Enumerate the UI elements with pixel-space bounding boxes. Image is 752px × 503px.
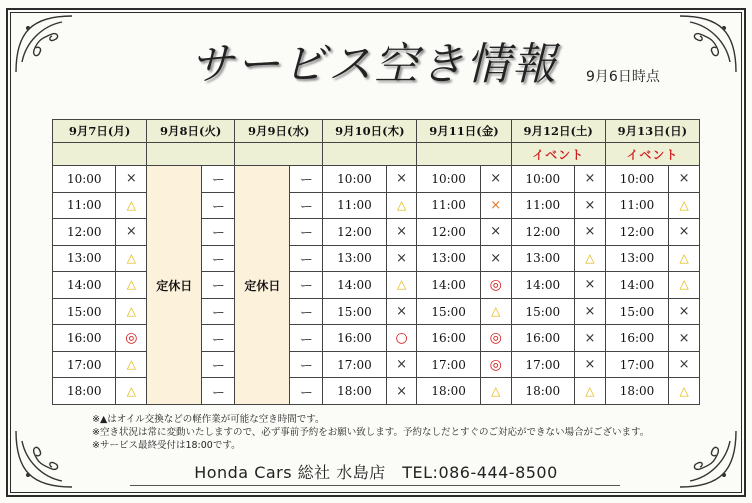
availability-symbol: × xyxy=(396,250,407,266)
availability-symbol: × xyxy=(678,357,690,373)
availability-mark xyxy=(386,298,417,325)
date-header-row xyxy=(53,120,700,143)
availability-symbol: △ xyxy=(396,277,407,292)
availability-symbol: ー xyxy=(299,199,313,215)
event-header xyxy=(511,143,605,166)
availability-mark xyxy=(386,192,417,219)
time-slot: 14:00 xyxy=(323,272,386,299)
notes xyxy=(92,413,649,452)
availability-symbol: △ xyxy=(491,383,501,398)
closed-day-label: 定休日 xyxy=(147,166,202,405)
time-slot: 17:00 xyxy=(511,351,574,378)
availability-symbol: ー xyxy=(299,385,313,401)
availability-mark xyxy=(290,325,323,352)
availability-symbol: × xyxy=(584,277,596,293)
time-slot: 12:00 xyxy=(605,219,668,246)
availability-mark xyxy=(290,378,323,405)
time-slot: 13:00 xyxy=(605,245,668,272)
availability-mark xyxy=(575,325,606,352)
availability-mark xyxy=(669,192,700,219)
availability-symbol: ○ xyxy=(395,330,408,347)
availability-mark xyxy=(669,325,700,352)
availability-symbol: △ xyxy=(679,250,689,265)
availability-mark xyxy=(669,245,700,272)
availability-mark xyxy=(290,245,323,272)
availability-mark xyxy=(575,219,606,246)
time-slot: 13:00 xyxy=(323,245,386,272)
availability-symbol: ー xyxy=(211,279,225,295)
time-slot: 14:00 xyxy=(511,272,574,299)
time-slot: 15:00 xyxy=(53,298,116,325)
event-header xyxy=(147,143,235,166)
availability-symbol: ー xyxy=(299,279,313,295)
availability-mark xyxy=(575,272,606,299)
availability-symbol: ー xyxy=(211,226,225,242)
footer-divider xyxy=(130,485,620,486)
time-slot: 10:00 xyxy=(53,166,116,193)
availability-symbol: △ xyxy=(126,357,136,372)
availability-mark xyxy=(575,166,606,193)
availability-mark xyxy=(116,219,147,246)
availability-symbol: × xyxy=(678,224,690,240)
date-header: 9月11日(金) xyxy=(417,120,511,143)
time-slot: 11:00 xyxy=(511,192,574,219)
availability-mark xyxy=(202,272,235,299)
availability-mark xyxy=(575,351,606,378)
time-slot: 17:00 xyxy=(417,351,480,378)
availability-mark xyxy=(480,351,511,378)
note-line: ※サービス最終受付は18:00です。 xyxy=(92,440,241,451)
time-slot: 14:00 xyxy=(417,272,480,299)
note-line: ※空き状況は常に変動いたしますので、必ず事前予約をお願い致します。予約なしだとすぐのご対応ができない場合がございます。 xyxy=(92,427,650,438)
availability-symbol: ◎ xyxy=(489,276,502,293)
availability-mark xyxy=(480,219,511,246)
availability-mark xyxy=(202,325,235,352)
availability-mark xyxy=(116,325,147,352)
page-title: サービス空き情報 xyxy=(190,39,558,90)
availability-symbol: △ xyxy=(126,250,136,265)
time-slot: 16:00 xyxy=(605,325,668,352)
availability-mark xyxy=(669,166,700,193)
availability-mark xyxy=(116,351,147,378)
date-header: 9月9日(水) xyxy=(235,120,323,143)
time-slot: 17:00 xyxy=(53,351,116,378)
availability-mark xyxy=(202,219,235,246)
availability-mark xyxy=(290,272,323,299)
availability-symbol: △ xyxy=(126,277,136,292)
availability-mark xyxy=(386,245,417,272)
date-header: 9月8日(火) xyxy=(147,120,235,143)
availability-symbol: ー xyxy=(211,306,225,321)
availability-mark xyxy=(480,166,511,193)
time-slot: 14:00 xyxy=(53,272,116,299)
availability-symbol: ー xyxy=(211,199,225,215)
availability-symbol: △ xyxy=(491,304,501,318)
time-slot: 16:00 xyxy=(511,325,574,352)
time-slot: 13:00 xyxy=(417,245,480,272)
availability-mark xyxy=(202,298,235,325)
availability-mark xyxy=(116,192,147,219)
as-of-date: 9月6日時点 xyxy=(586,69,660,85)
availability-mark xyxy=(202,378,235,405)
availability-symbol: △ xyxy=(679,197,689,212)
event-header xyxy=(605,143,699,166)
availability-mark xyxy=(116,298,147,325)
time-slot: 16:00 xyxy=(53,325,116,352)
time-slot: 10:00 xyxy=(417,166,480,193)
availability-mark xyxy=(575,245,606,272)
availability-symbol: × xyxy=(490,197,502,213)
availability-mark xyxy=(386,325,417,352)
time-slot: 15:00 xyxy=(323,298,386,325)
time-slot: 16:00 xyxy=(323,325,386,352)
availability-symbol: ◎ xyxy=(489,330,502,347)
availability-symbol: × xyxy=(490,250,502,266)
availability-mark xyxy=(202,245,235,272)
availability-symbol: △ xyxy=(126,197,136,212)
availability-symbol: × xyxy=(396,304,407,319)
availability-mark xyxy=(669,378,700,405)
time-slot: 14:00 xyxy=(605,272,668,299)
event-label: イベント xyxy=(532,147,585,162)
footer-contact: Honda Cars 総社 水島店 TEL:086-444-8500 xyxy=(194,463,558,482)
availability-mark xyxy=(480,272,511,299)
availability-mark xyxy=(480,298,511,325)
availability-symbol: ー xyxy=(211,173,225,189)
schedule-table xyxy=(52,119,700,405)
availability-mark xyxy=(116,166,147,193)
availability-symbol: ー xyxy=(299,332,313,348)
availability-symbol: △ xyxy=(396,197,407,212)
availability-symbol: × xyxy=(396,383,407,399)
availability-symbol: × xyxy=(678,171,690,187)
availability-symbol: × xyxy=(584,357,596,373)
time-slot: 18:00 xyxy=(417,378,480,405)
availability-mark xyxy=(669,219,700,246)
time-slot: 10:00 xyxy=(605,166,668,193)
event-header-row xyxy=(53,143,700,166)
time-slot: 13:00 xyxy=(511,245,574,272)
time-slot: 12:00 xyxy=(323,219,386,246)
date-header: 9月12日(土) xyxy=(511,120,605,143)
corner-ornament-icon xyxy=(12,12,82,82)
availability-mark xyxy=(669,298,700,325)
time-slot: 15:00 xyxy=(417,298,480,325)
availability-symbol: ー xyxy=(211,359,225,375)
availability-mark xyxy=(386,378,417,405)
time-slot: 13:00 xyxy=(53,245,116,272)
availability-symbol: ー xyxy=(299,173,313,189)
availability-mark xyxy=(290,192,323,219)
availability-symbol: △ xyxy=(679,277,689,292)
availability-symbol: × xyxy=(584,171,596,187)
corner-ornament-icon xyxy=(670,421,740,491)
availability-symbol: ー xyxy=(211,252,225,268)
availability-symbol: × xyxy=(125,171,137,187)
availability-mark xyxy=(290,298,323,325)
availability-symbol: △ xyxy=(585,383,595,398)
availability-symbol: × xyxy=(396,357,407,373)
time-slot: 16:00 xyxy=(417,325,480,352)
time-slot: 10:00 xyxy=(323,166,386,193)
availability-mark xyxy=(116,245,147,272)
availability-mark xyxy=(386,166,417,193)
availability-mark xyxy=(480,325,511,352)
time-slot: 18:00 xyxy=(323,378,386,405)
availability-symbol: ー xyxy=(299,226,313,242)
time-slot: 12:00 xyxy=(417,219,480,246)
availability-mark xyxy=(480,245,511,272)
availability-symbol: ー xyxy=(299,306,313,321)
availability-mark xyxy=(386,272,417,299)
time-slot: 18:00 xyxy=(53,378,116,405)
time-slot: 18:00 xyxy=(605,378,668,405)
availability-mark xyxy=(480,378,511,405)
availability-mark xyxy=(202,351,235,378)
availability-symbol: × xyxy=(396,224,407,240)
availability-mark xyxy=(575,298,606,325)
note-line: ※▲はオイル交換などの軽作業が可能な空き時間です。 xyxy=(92,414,325,425)
availability-symbol: △ xyxy=(679,383,689,398)
time-slot: 17:00 xyxy=(323,351,386,378)
availability-mark xyxy=(290,351,323,378)
event-label: イベント xyxy=(626,147,679,162)
availability-mark xyxy=(290,166,323,193)
date-header: 9月13日(日) xyxy=(605,120,699,143)
date-header: 9月10日(木) xyxy=(323,120,417,143)
time-slot: 11:00 xyxy=(53,192,116,219)
time-slot: 15:00 xyxy=(605,298,668,325)
event-header xyxy=(323,143,417,166)
time-slot: 12:00 xyxy=(53,219,116,246)
availability-mark xyxy=(386,219,417,246)
availability-symbol: × xyxy=(584,224,596,240)
availability-mark xyxy=(116,272,147,299)
corner-ornament-icon xyxy=(670,12,740,82)
availability-symbol: × xyxy=(584,197,596,213)
time-slot: 10:00 xyxy=(511,166,574,193)
availability-symbol: ー xyxy=(299,252,313,268)
availability-symbol: × xyxy=(490,171,502,187)
availability-symbol: ー xyxy=(299,359,313,375)
date-header: 9月7日(月) xyxy=(53,120,147,143)
availability-mark xyxy=(290,219,323,246)
time-slot: 11:00 xyxy=(605,192,668,219)
time-slot: 18:00 xyxy=(511,378,574,405)
event-header xyxy=(417,143,511,166)
event-header xyxy=(53,143,147,166)
availability-symbol: ー xyxy=(211,385,225,401)
table-row xyxy=(53,166,700,193)
availability-mark xyxy=(575,192,606,219)
availability-symbol: × xyxy=(396,171,407,187)
event-header xyxy=(235,143,323,166)
availability-mark xyxy=(669,351,700,378)
availability-symbol: × xyxy=(584,330,596,346)
availability-mark xyxy=(386,351,417,378)
availability-symbol: △ xyxy=(126,383,136,398)
availability-symbol: × xyxy=(678,330,690,346)
availability-symbol: △ xyxy=(585,250,595,265)
availability-mark xyxy=(202,166,235,193)
time-slot: 17:00 xyxy=(605,351,668,378)
availability-symbol: × xyxy=(490,224,502,240)
availability-mark xyxy=(116,378,147,405)
availability-mark xyxy=(480,192,511,219)
availability-mark xyxy=(669,272,700,299)
availability-symbol: ◎ xyxy=(125,330,138,347)
availability-symbol: × xyxy=(678,304,690,319)
closed-day-label: 定休日 xyxy=(235,166,290,405)
availability-symbol: × xyxy=(584,304,596,319)
availability-symbol: ー xyxy=(211,332,225,348)
corner-ornament-icon xyxy=(12,421,82,491)
availability-mark xyxy=(202,192,235,219)
availability-symbol: × xyxy=(125,224,137,240)
availability-symbol: ◎ xyxy=(489,356,502,373)
time-slot: 11:00 xyxy=(323,192,386,219)
time-slot: 11:00 xyxy=(417,192,480,219)
time-slot: 12:00 xyxy=(511,219,574,246)
time-slot: 15:00 xyxy=(511,298,574,325)
availability-mark xyxy=(575,378,606,405)
availability-symbol: △ xyxy=(126,304,136,318)
